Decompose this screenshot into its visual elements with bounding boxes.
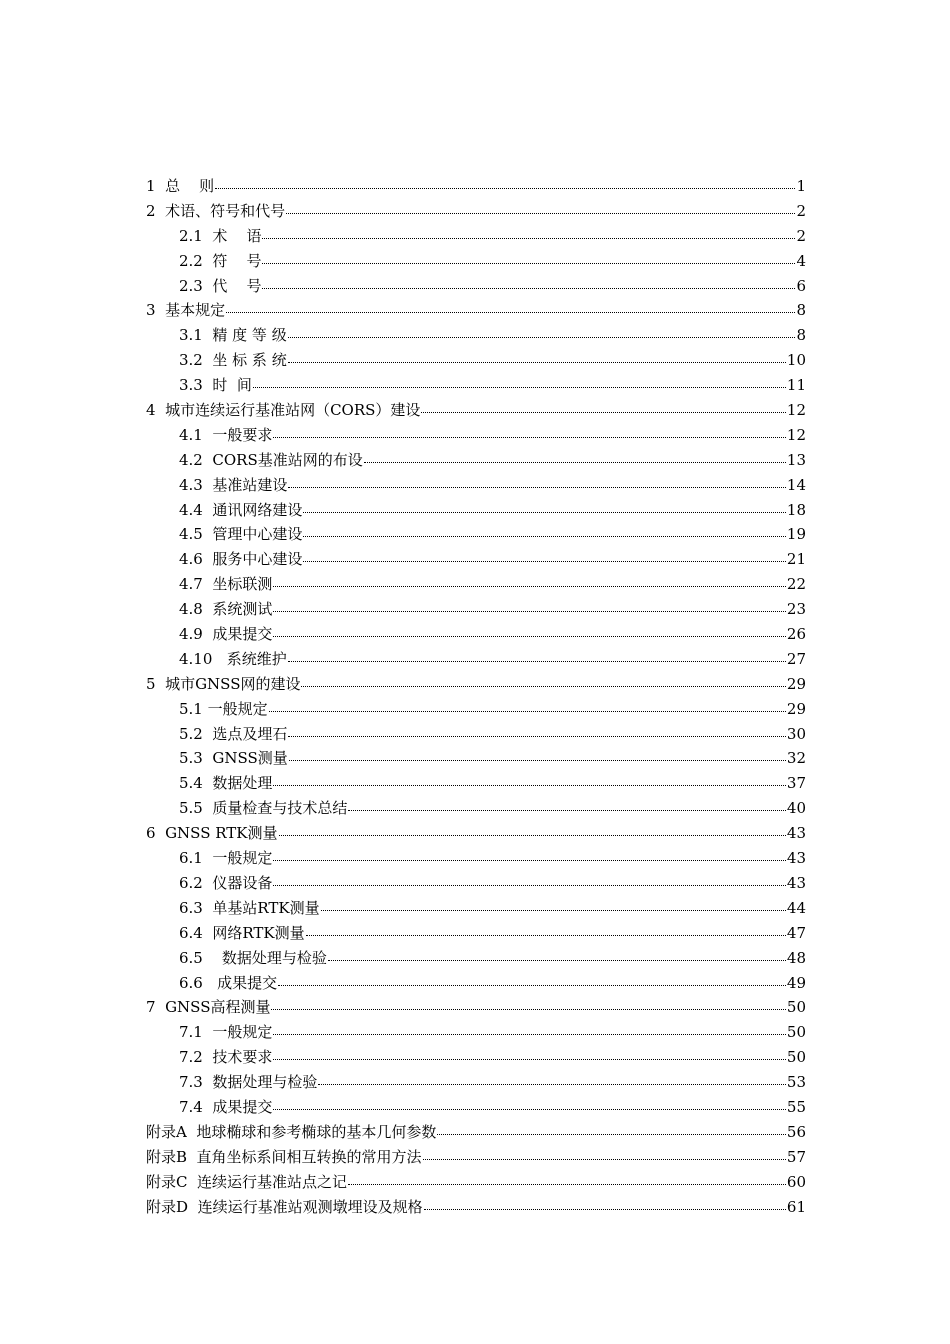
toc-section-entry[interactable] <box>146 672 806 697</box>
toc-dot-leader <box>289 747 786 763</box>
toc-dot-leader <box>306 922 786 938</box>
toc-entry-title: 附录B 直角坐标系间相互转换的常用方法 <box>146 1147 422 1166</box>
toc-subsection-entry[interactable] <box>146 647 806 672</box>
toc-dot-leader <box>215 175 795 191</box>
toc-page-number: 44 <box>786 898 806 917</box>
toc-section-entry[interactable] <box>146 199 806 224</box>
toc-page-number: 10 <box>786 351 806 370</box>
toc-entry-title: 5.1 一般规定 <box>179 699 268 718</box>
toc-section-entry[interactable] <box>146 1145 806 1170</box>
toc-entry-title: 3.3 时 间 <box>179 376 252 395</box>
toc-section-entry[interactable] <box>146 821 806 846</box>
toc-section-entry[interactable] <box>146 995 806 1020</box>
toc-dot-leader <box>273 847 786 863</box>
toc-subsection-entry[interactable] <box>146 622 806 647</box>
toc-dot-leader <box>273 772 786 788</box>
toc-subsection-entry[interactable] <box>146 323 806 348</box>
toc-entry-title: 4.4 通讯网络建设 <box>179 500 303 519</box>
toc-subsection-entry[interactable] <box>146 348 806 373</box>
toc-page-number: 8 <box>796 326 806 345</box>
toc-subsection-entry[interactable] <box>146 249 806 274</box>
toc-section-entry[interactable] <box>146 1195 806 1220</box>
toc-subsection-entry[interactable] <box>146 722 806 747</box>
toc-dot-leader <box>271 996 785 1012</box>
toc-entry-title: 3.1 精 度 等 级 <box>179 326 287 345</box>
toc-entry-title: 附录C 连续运行基准站点之记 <box>146 1172 348 1191</box>
toc-entry-title: 2.3 代 号 <box>179 276 262 295</box>
toc-section-entry[interactable] <box>146 298 806 323</box>
toc-subsection-entry[interactable] <box>146 522 806 547</box>
toc-entry-title: 7 GNSS高程测量 <box>146 998 271 1017</box>
toc-dot-leader <box>273 623 786 639</box>
toc-subsection-entry[interactable] <box>146 796 806 821</box>
toc-entry-title: 2 术语、符号和代号 <box>146 201 286 220</box>
toc-dot-leader <box>253 374 786 390</box>
toc-page-number: 13 <box>786 450 806 469</box>
toc-page-number: 60 <box>786 1172 806 1191</box>
toc-page-number: 48 <box>786 948 806 967</box>
toc-dot-leader <box>288 349 786 365</box>
toc-page-number: 50 <box>786 998 806 1017</box>
toc-dot-leader <box>303 548 786 564</box>
toc-page-number: 14 <box>786 475 806 494</box>
toc-dot-leader <box>318 1071 786 1087</box>
toc-dot-leader <box>303 523 786 539</box>
toc-dot-leader <box>262 275 795 291</box>
toc-entry-title: 4.6 服务中心建设 <box>179 550 303 569</box>
toc-page-number: 19 <box>786 525 806 544</box>
toc-subsection-entry[interactable] <box>146 697 806 722</box>
toc-page-number: 40 <box>786 799 806 818</box>
toc-entry-title: 5.5 质量检查与技术总结 <box>179 799 348 818</box>
toc-page-number: 27 <box>786 649 806 668</box>
toc-subsection-entry[interactable] <box>146 871 806 896</box>
toc-dot-leader <box>288 324 796 340</box>
toc-subsection-entry[interactable] <box>146 1070 806 1095</box>
toc-page-number: 6 <box>796 276 806 295</box>
toc-subsection-entry[interactable] <box>146 971 806 996</box>
toc-page-number: 2 <box>796 201 806 220</box>
toc-page-number: 61 <box>786 1197 806 1216</box>
toc-entry-title: 4 城市连续运行基准站网（CORS）建设 <box>146 401 421 420</box>
toc-entry-title: 7.2 技术要求 <box>179 1048 273 1067</box>
toc-page-number: 23 <box>786 600 806 619</box>
toc-entry-title: 4.3 基准站建设 <box>179 475 288 494</box>
toc-dot-leader <box>288 723 786 739</box>
toc-dot-leader <box>273 1021 786 1037</box>
toc-entry-title: 4.9 成果提交 <box>179 625 273 644</box>
toc-subsection-entry[interactable] <box>146 473 806 498</box>
toc-dot-leader <box>348 1171 786 1187</box>
toc-subsection-entry[interactable] <box>146 373 806 398</box>
toc-dot-leader <box>273 1096 786 1112</box>
toc-dot-leader <box>321 897 786 913</box>
toc-page-number: 4 <box>796 251 806 270</box>
toc-subsection-entry[interactable] <box>146 1045 806 1070</box>
toc-page-number: 12 <box>786 425 806 444</box>
toc-page-number: 57 <box>786 1147 806 1166</box>
toc-dot-leader <box>423 1146 786 1162</box>
toc-dot-leader <box>348 797 786 813</box>
toc-entry-title: 3 基本规定 <box>146 301 226 320</box>
toc-section-entry[interactable] <box>146 1120 806 1145</box>
toc-subsection-entry[interactable] <box>146 498 806 523</box>
toc-entry-title: 附录A 地球椭球和参考椭球的基本几何参数 <box>146 1122 437 1141</box>
toc-dot-leader <box>278 972 786 988</box>
toc-subsection-entry[interactable] <box>146 896 806 921</box>
toc-page-number: 53 <box>786 1073 806 1092</box>
toc-entry-title: 5 城市GNSS网的建设 <box>146 674 301 693</box>
toc-dot-leader <box>262 225 795 241</box>
toc-page-number: 43 <box>786 873 806 892</box>
toc-dot-leader <box>273 424 786 440</box>
toc-page-number: 8 <box>796 301 806 320</box>
toc-subsection-entry[interactable] <box>146 423 806 448</box>
toc-entry-title: 2.2 符 号 <box>179 251 262 270</box>
toc-entry-title: 5.2 选点及埋石 <box>179 724 288 743</box>
toc-entry-title: 1 总 则 <box>146 177 215 195</box>
toc-entry-title: 4.5 管理中心建设 <box>179 525 303 544</box>
toc-dot-leader <box>262 250 795 266</box>
toc-page-number: 50 <box>786 1048 806 1067</box>
toc-section-entry[interactable] <box>146 398 806 423</box>
toc-page-number: 26 <box>786 625 806 644</box>
toc-entry-title: 6.1 一般规定 <box>179 849 273 868</box>
toc-page-number: 18 <box>786 500 806 519</box>
toc-entry-title: 2.1 术 语 <box>179 226 262 245</box>
toc-subsection-entry[interactable] <box>146 547 806 572</box>
toc-subsection-entry[interactable] <box>146 448 806 473</box>
toc-page-number: 56 <box>786 1122 806 1141</box>
toc-subsection-entry[interactable] <box>146 274 806 299</box>
toc-page-number: 12 <box>786 401 806 420</box>
toc-dot-leader <box>303 499 786 515</box>
toc-page-number: 43 <box>786 824 806 843</box>
toc-section-entry[interactable] <box>146 1170 806 1195</box>
toc-subsection-entry[interactable] <box>146 746 806 771</box>
toc-entry-title: 6.4 网络RTK测量 <box>179 923 305 942</box>
toc-subsection-entry[interactable] <box>146 224 806 249</box>
toc-entry-title: 7.1 一般规定 <box>179 1023 273 1042</box>
toc-page-number: 29 <box>786 674 806 693</box>
toc-page-number: 1 <box>796 177 806 195</box>
toc-page-number: 37 <box>786 774 806 793</box>
toc-subsection-entry[interactable] <box>146 846 806 871</box>
toc-page-number: 47 <box>786 923 806 942</box>
toc-entry-title: 6.3 单基站RTK测量 <box>179 898 320 917</box>
toc-dot-leader <box>273 872 786 888</box>
toc-entry-title: 4.10 系统维护 <box>179 649 287 668</box>
toc-dot-leader <box>424 1196 786 1212</box>
toc-entry-title: 6.2 仪器设备 <box>179 873 273 892</box>
toc-dot-leader <box>288 474 786 490</box>
toc-entry-title: 5.3 GNSS测量 <box>179 749 288 768</box>
toc-entry-title: 7.3 数据处理与检验 <box>179 1073 318 1092</box>
toc-dot-leader <box>286 200 795 216</box>
toc-entry-title: 4.2 CORS基准站网的布设 <box>179 450 363 469</box>
toc-dot-leader <box>301 673 785 689</box>
toc-page-number: 30 <box>786 724 806 743</box>
toc-dot-leader <box>437 1121 786 1137</box>
toc-page-number: 50 <box>786 1023 806 1042</box>
toc-entry-title: 6.6 成果提交 <box>179 973 278 992</box>
toc-entry-title: 6.5 数据处理与检验 <box>179 948 327 967</box>
toc-subsection-entry[interactable] <box>146 572 806 597</box>
toc-entry-title: 7.4 成果提交 <box>179 1097 273 1116</box>
toc-page-number: 43 <box>786 849 806 868</box>
toc-subsection-entry[interactable] <box>146 597 806 622</box>
toc-entry-title: 4.8 系统测试 <box>179 600 273 619</box>
toc-page-number: 11 <box>786 376 806 395</box>
toc-page-number: 22 <box>786 575 806 594</box>
toc-subsection-entry[interactable] <box>146 1095 806 1120</box>
toc-entry-title: 5.4 数据处理 <box>179 774 273 793</box>
toc-subsection-entry[interactable] <box>146 946 806 971</box>
toc-entry-title: 4.7 坐标联测 <box>179 575 273 594</box>
toc-page-number: 32 <box>786 749 806 768</box>
toc-dot-leader <box>279 822 786 838</box>
toc-dot-leader <box>273 573 786 589</box>
toc-page-number: 29 <box>786 699 806 718</box>
toc-dot-leader <box>226 299 795 315</box>
toc-entry-title: 附录D 连续运行基准站观测墩埋设及规格 <box>146 1197 423 1216</box>
toc-page-number: 55 <box>786 1097 806 1116</box>
toc-page-number: 21 <box>786 550 806 569</box>
toc-page-number: 49 <box>786 973 806 992</box>
toc-dot-leader <box>273 598 786 614</box>
toc-dot-leader <box>288 648 786 664</box>
toc-subsection-entry[interactable] <box>146 771 806 796</box>
toc-dot-leader <box>273 1046 786 1062</box>
toc-entry-title: 3.2 坐 标 系 统 <box>179 351 287 370</box>
table-of-contents <box>146 174 806 1219</box>
toc-page-number: 2 <box>796 226 806 245</box>
toc-dot-leader <box>328 947 786 963</box>
toc-subsection-entry[interactable] <box>146 1020 806 1045</box>
toc-subsection-entry[interactable] <box>146 921 806 946</box>
toc-dot-leader <box>269 698 786 714</box>
toc-dot-leader <box>421 399 785 415</box>
toc-entry-title: 4.1 一般要求 <box>179 425 273 444</box>
toc-entry-title: 6 GNSS RTK测量 <box>146 824 278 843</box>
toc-dot-leader <box>364 449 786 465</box>
toc-section-entry[interactable] <box>146 174 806 199</box>
